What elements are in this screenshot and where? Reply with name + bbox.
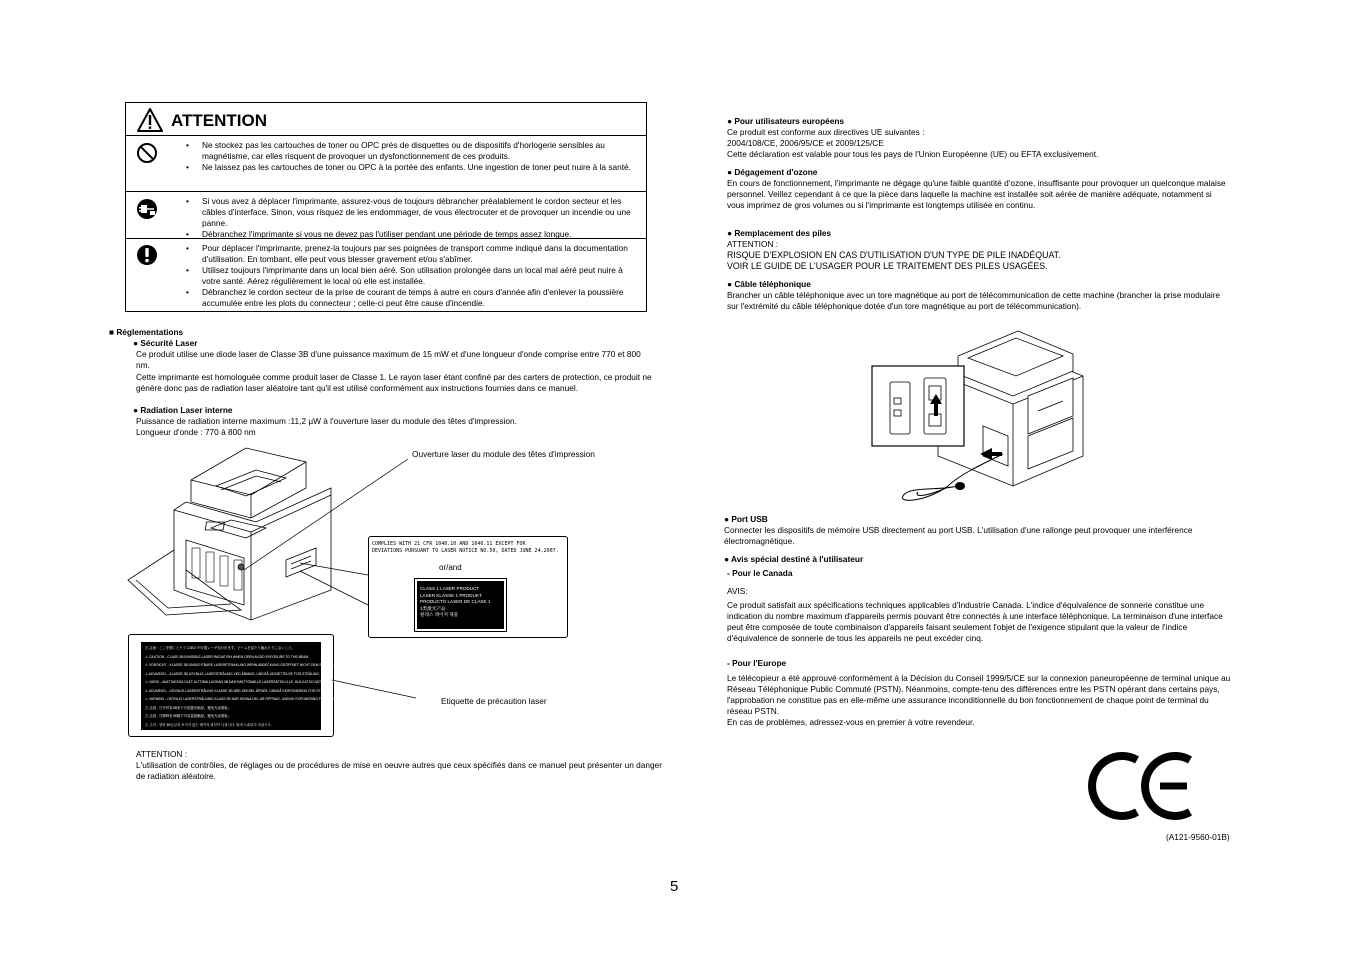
battery-line: VOIR LE GUIDE DE L'USAGER POUR LE TRAITEMENT DES PILES USAGÉES. [727,261,1048,271]
europe-heading: - Pour l'Europe [727,658,787,668]
canada-heading: - Pour le Canada [727,568,793,578]
radiation-heading: ● Radiation Laser interne [133,405,233,415]
radiation-paragraph-1: Puissance de radiation interne maximum :11,2 µW à l'ouverture laser du module des têtes d'impression. [136,416,517,426]
europe-text: Le télécopieur a été approuvé conformément à la Décision du Conseil 1999/5/CE sur la connexion paneuropéenne de terminal unique au Réseau Téléphonique Public Commuté (PSTN). Néanmoins, compte-tenu des différences entre les PSTN opérant dans certains pays, l'approbation ne constitue pas en elle-même une assurance inconditionnelle du bon fonctionnement de chaque point de terminal du réseau PSTN. [727,673,1231,716]
phone-port-illustration [868,326,1092,512]
ozone-text: En cours de fonctionnement, l'imprimante ne dégage qu'une faible quantité d'ozone, insuffisante pour provoquer un quelconque malaise personnel. Veillez cependant à ce que la pièce dans laquelle la machine est installée soit aérée de manière adéquate, notamment si vous imprimez de gros volumes ou si l'imprimante est longtemps utilisée en continu. [727,178,1226,210]
attention-item: • Débranchez le cordon secteur de la prise de courant de temps à autre en cours d'année afin d'enlever la poussière accumulée entre les plots du connecteur ; celle-ci peut être cause d'incendie. [186,287,638,309]
battery-line: ATTENTION : [727,239,779,249]
attention-header [126,103,646,136]
attention-title: ATTENTION [171,111,268,130]
compliance-line-1: COMPLIES WITH 21 CFR 1040.10 AND 1040.11 EXCEPT FOR [372,541,526,547]
class1-line: LASER KLASSE 1 PRODUKT [420,592,482,598]
regulations-heading: ■ Réglementations [109,327,184,337]
warning-line: ⚠ CAUTION - CLASS 3B INVISIBLE LASER RADIATION WHEN OPEN AVOID EXPOSURE TO THE BEAM. [145,654,310,659]
compliance-label-box [368,536,568,638]
avis-label: AVIS: [727,586,748,596]
eu-heading: ● Pour utilisateurs européens [727,116,845,126]
class1-label [414,578,507,632]
warning-line: ⚠ 주의 - 열면 3B등급의 보이지 않는 레이저 광선이 나옵니다. 빛에 노출되지 마십시오. [145,722,272,727]
attention-item: • Ne stockez pas les cartouches de toner ou OPC près de disquettes ou de dispositifs d'horlogerie sensibles au magnétisme, car elles risquent de provoquer un dysfonctionnement de ces produits. [186,140,638,162]
unplug-icon [136,198,158,220]
ozone-heading: ● Dégagement d'ozone [727,167,818,177]
document-code: (A121-9560-01B) [1166,832,1230,842]
attention-text: L'utilisation de contrôles, de réglages ou de procédures de mise en oeuvre autres que ceux spécifiés dans ce manuel peut présenter un danger de radiation aléatoire. [136,760,663,781]
canada-text: Ce produit satisfait aux spécifications techniques applicables d'Industrie Canada. L'indice d'équivalence de sonnerie constitue une indication du nombre maximum d'appareils permis pouvant être connectés à une interface téléphonique. La terminaison d'une interface peut être composée de toute combinaison d'appareils faisant seulement l'objet de l'exigence stipulant que la valeur de l'indice d'équivalence de sonnerie de tous les appareils ne peut excéder cinq. [727,600,1223,643]
attention-item: • Ne laissez pas les cartouches de toner ou OPC à la portée des enfants. Une ingestion de toner peut nuire à la santé. [186,162,638,173]
attention-list [186,140,638,173]
warning-label-box [128,634,355,737]
notice-heading: ● Avis spécial destiné à l'utilisateur [724,554,864,564]
label-callout: Etiquette de précaution laser [441,696,547,706]
laser-paragraph-1: Ce produit utilise une diode laser de Classe 3B d'une puissance maximum de 15 mW et d'une longueur d'onde comprise entre 770 et 800 nm. [136,349,641,370]
usb-text: Connecter les dispositifs de mémoire USB directement au port USB. L'utilisation d'une rallonge peut provoquer une interférence électromagnétique. [724,525,1193,546]
europe-text-2: En cas de problèmes, adressez-vous en premier à votre revendeur. [727,717,975,727]
class1-line: 1类激光产品 [420,605,446,611]
laser-safety-heading: ● Sécurité Laser [133,338,198,348]
eu-line: Cette déclaration est valable pour tous les pays de l'Union Européenne (UE) ou EFTA exclusivement. [727,149,1099,159]
ce-mark-icon [1092,750,1194,822]
warning-line: ⚠ 注意 - 打开时有3B类不可见激光辐射。避免光束照射。 [145,705,232,710]
prohibited-icon [136,142,158,164]
page-number: 5 [670,878,679,895]
attention-list [186,196,638,240]
warning-line: ⚠ ADVARSEL - USYNLIG LASERSTRÅLING KLASSE 3B NÅR DEKSEL ÅPNES, UNNGÅ EKSPONERING FOR STRÅLEN. [145,688,333,693]
attention-item: • Utilisez toujours l'imprimante dans un local bien aéré. Son utilisation prolongée dans un local mal aéré peut nuire à votre santé. Aérez régulièrement le local où elle est installée. [186,265,638,287]
attention-box [125,102,647,312]
battery-line: RISQUE D'EXPLOSION EN CAS D'UTILISATION D'UN TYPE DE PILE INADÉQUAT. [727,250,1061,260]
warning-line: ⚠ ADVARSEL - KLASSE 3B USYNLIG LASERSTRÅLING VED ÅBNING, UNDGÅ UDSÆTTELSE FOR STRÅLING. [145,671,320,676]
aperture-callout: Ouverture laser du module des têtes d'impression [412,449,595,459]
eu-line: 2004/108/CE, 2006/95/CE et 2009/125/CE [727,138,884,148]
usb-heading: ● Port USB [724,514,768,524]
eu-line: Ce produit est conforme aux directives UE suivantes : [727,127,925,137]
warning-line: ⚠ VARO! - AVATTAESSA OLET ALTTIINA LUOKAN 3B NÄKYMÄTTÖMÄLLE LASERSÄTEILYLLE. ÄLÄ KATSO SÄTEESEEN. [145,680,336,684]
warning-line: ⚠ 注意 : ここを開くとクラス3Bの不可視レーザ光が出ます。ビームを見たり触れたりしないこと。 [145,646,295,650]
radiation-paragraph-2: Longueur d'onde : 770 à 800 nm [136,427,256,437]
or-and-text: or/and [439,563,462,572]
exclamation-icon [136,244,158,266]
cable-text: Brancher un câble téléphonique avec un tore magnétique au port de télécommunication de cette machine (brancher la prise modulaire sur l'extrémité du câble téléphonique dotée d'un tore magnétique au port de télécommunication). [727,290,1221,311]
attention-label: ATTENTION : [136,749,188,759]
laser-paragraph-2: Cette imprimante est homologuée comme produit laser de Classe 1. Le rayon laser étant confiné par des carters de protection, ce produit ne génère donc pas de radiation laser aléatoire tant qu'il est utilisé conformément aux instructions fournies dans ce manuel. [136,372,652,393]
attention-row-prohibited [126,136,646,192]
attention-row-unplug [126,192,646,239]
attention-row-exclamation [126,239,646,314]
attention-item: • Si vous avez à déplacer l'imprimante, assurez-vous de toujours débrancher préalablement le cordon secteur et les câbles d'interface. Sinon, vous risquez de les endommager, de vous électrocuter et de provoquer un incendie ou une panne. [186,196,638,229]
warning-triangle-icon [136,107,164,133]
warning-line: ⚠ VARNING - OSYNLIG LASERSTRÅLNING KLASS 3B NÄR DENNA DEL ÄR ÖPPNAD. UNDVIK EXPONERING FÖR STRÅLEN. [145,697,344,701]
warning-line: ⚠ 注意 - 打開時有3B類不可見雷射輻射。避免光束照射。 [145,714,232,718]
attention-item: • Pour déplacer l'imprimante, prenez-la toujours par ses poignées de transport comme indiqué dans la documentation d'utilisation. En tombant, elle peut vous blesser gravement et/ou s'abîmer. [186,243,638,265]
warning-line: ⚠ VORSICHT - KLASSE 3B UNSICHTBARE LASERSTRAHLUNG WENN ABDECKUNG GEÖFFNET NICHT DEM STRAHL AUSSETZEN. [145,663,355,667]
attention-item: • Débranchez l'imprimante si vous ne devez pas l'utiliser pendant une période de temps assez longue. [186,229,638,240]
battery-heading: ● Remplacement des piles [727,228,832,238]
class1-line: 클래스 레이저 제품 [420,612,459,618]
cable-heading: ● Câble téléphonique [727,279,811,289]
compliance-line-2: DEVIATIONS PURSUANT TO LASER NOTICE NO.50, DATED JUNE 24,2007. [372,548,559,554]
class1-line: CLASS 1 LASER PRODUCT [420,586,480,591]
class1-line: PRODUCTO LASER DE CLASE 1 [420,599,491,605]
attention-list [186,243,638,309]
